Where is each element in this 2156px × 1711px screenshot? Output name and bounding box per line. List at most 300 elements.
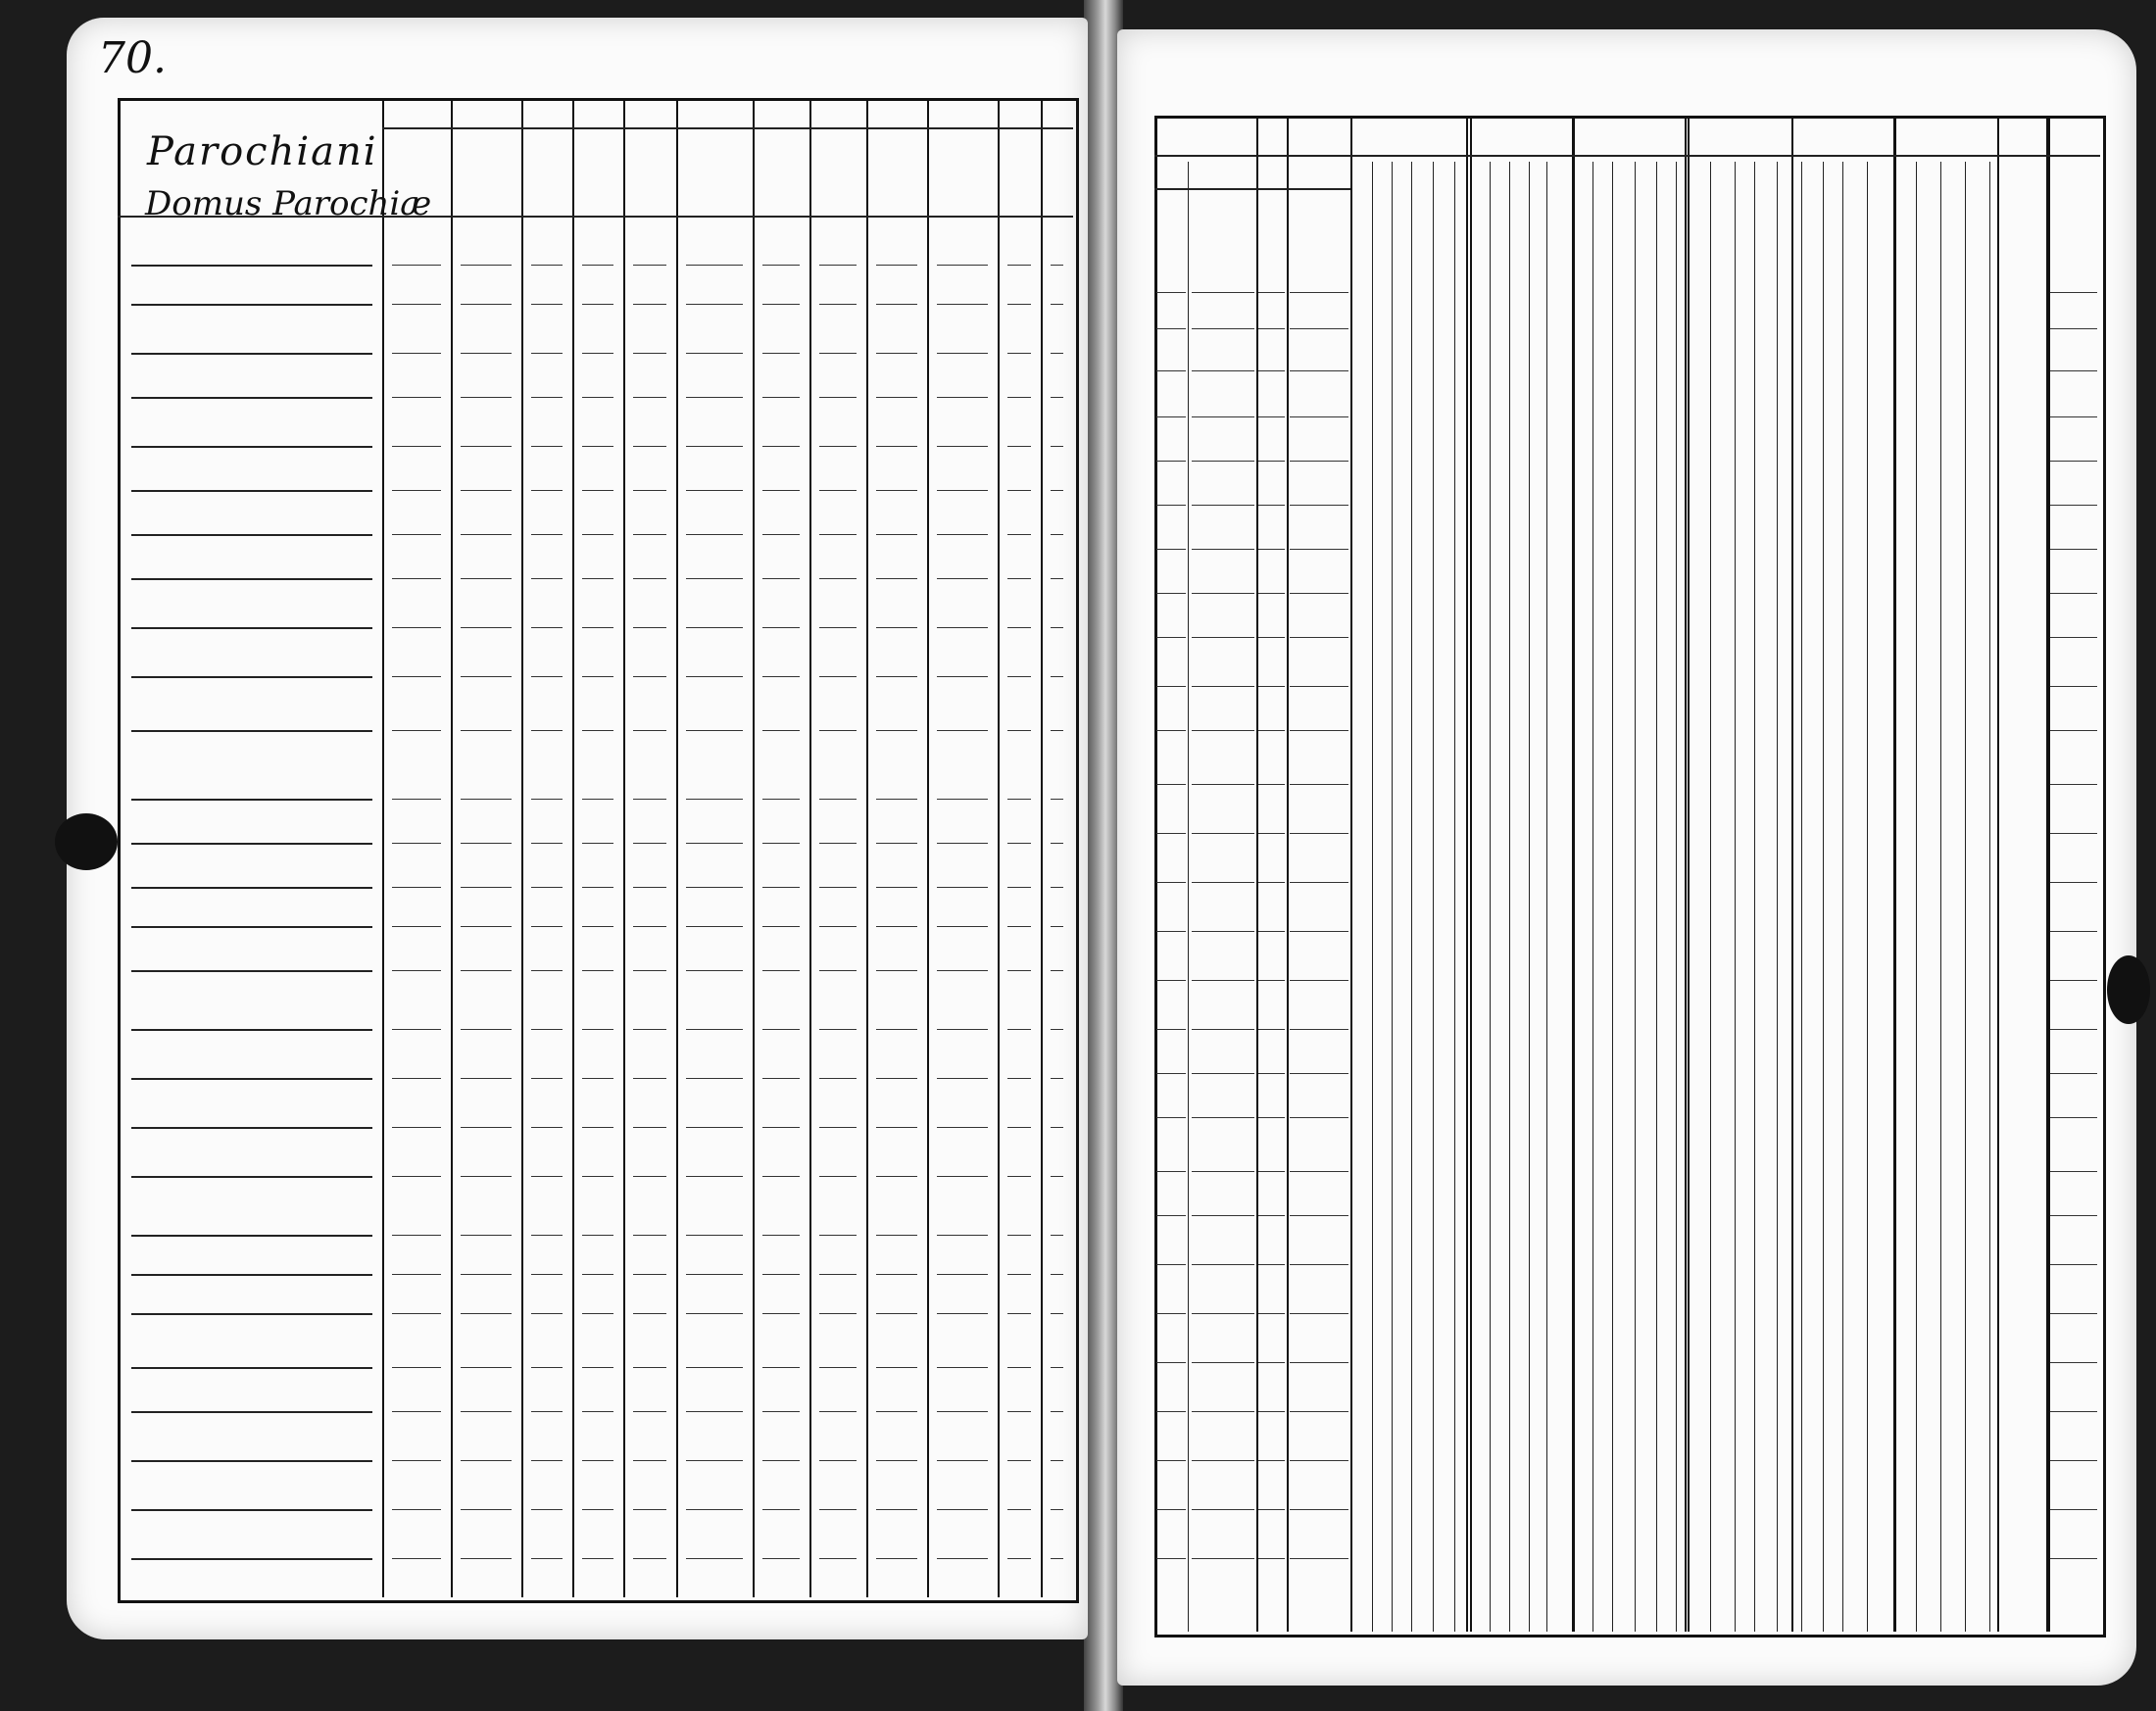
left-cell-rule [531, 446, 563, 447]
left-row-rule [131, 397, 372, 399]
right-row-rule [1156, 882, 1186, 883]
left-cell-rule [633, 887, 666, 888]
left-cell-rule [686, 887, 743, 888]
right-col-divider [1372, 162, 1373, 1632]
right-row-rule [1156, 980, 1186, 981]
left-cell-rule [1007, 353, 1031, 354]
right-row-rule [1156, 593, 1186, 594]
left-cell-rule [762, 1078, 800, 1079]
left-cell-rule [1007, 446, 1031, 447]
right-row-rule [1290, 1073, 1348, 1074]
left-subheader-rule [118, 216, 1073, 218]
right-row-rule [1192, 1029, 1254, 1030]
left-cell-rule [461, 1078, 512, 1079]
left-cell-rule [582, 1460, 613, 1461]
right-row-rule [1290, 730, 1348, 731]
left-cell-rule [392, 1460, 441, 1461]
left-cell-rule [686, 1274, 743, 1275]
right-row-rule [2050, 1215, 2097, 1216]
left-cell-rule [819, 926, 857, 927]
left-cell-rule [1051, 578, 1063, 579]
left-cell-rule [392, 627, 441, 628]
left-col-divider [753, 98, 755, 1597]
left-cell-rule [819, 1460, 857, 1461]
left-cell-rule [876, 578, 917, 579]
left-col-divider [1041, 98, 1043, 1597]
left-col-divider [521, 98, 523, 1597]
left-cell-rule [762, 887, 800, 888]
left-cell-rule [876, 446, 917, 447]
right-row-rule [1258, 416, 1285, 417]
left-cell-rule [461, 1558, 512, 1559]
left-cell-rule [531, 490, 563, 491]
left-cell-rule [937, 1509, 988, 1510]
left-cell-rule [937, 799, 988, 800]
left-cell-rule [461, 1029, 512, 1030]
left-cell-rule [1051, 1274, 1063, 1275]
left-cell-rule [531, 265, 563, 266]
left-cell-rule [686, 1313, 743, 1314]
left-row-rule [131, 1078, 372, 1080]
right-row-rule [1192, 1073, 1254, 1074]
left-cell-rule [531, 1235, 563, 1236]
left-subheader-label [1047, 133, 1069, 212]
right-row-rule [1258, 1362, 1285, 1363]
right-row-rule [1290, 416, 1348, 417]
right-row-rule [1258, 1313, 1285, 1314]
left-cell-rule [876, 1367, 917, 1368]
right-row-rule [1258, 980, 1285, 981]
right-col-divider [1592, 162, 1593, 1632]
left-subheader-label [388, 133, 447, 212]
left-cell-rule [762, 843, 800, 844]
right-row-rule [1290, 549, 1348, 550]
left-cell-rule [1051, 265, 1063, 266]
left-subheader-label [457, 133, 517, 212]
left-cell-rule [876, 627, 917, 628]
right-row-rule [1258, 1460, 1285, 1461]
left-cell-rule [937, 353, 988, 354]
left-cell-rule [633, 534, 666, 535]
left-col-divider [451, 98, 453, 1597]
right-row-rule [1258, 833, 1285, 834]
left-cell-rule [531, 843, 563, 844]
left-cell-rule [876, 1029, 917, 1030]
left-cell-rule [531, 730, 563, 731]
left-cell-rule [531, 1274, 563, 1275]
right-row-rule [1290, 292, 1348, 293]
right-row-rule [1258, 1215, 1285, 1216]
left-cell-rule [1051, 887, 1063, 888]
left-cell-rule [531, 1313, 563, 1314]
right-col-divider-major [1893, 116, 1895, 1632]
left-cell-rule [819, 397, 857, 398]
right-col-divider-major [1997, 116, 1999, 1632]
left-cell-rule [461, 265, 512, 266]
left-cell-rule [762, 1558, 800, 1559]
left-cell-rule [392, 534, 441, 535]
left-cell-rule [531, 397, 563, 398]
left-cell-rule [633, 1078, 666, 1079]
left-cell-rule [819, 970, 857, 971]
left-cell-rule [582, 1509, 613, 1510]
right-col-divider [1490, 162, 1491, 1632]
left-row-rule [131, 926, 372, 928]
right-col-divider [1612, 162, 1613, 1632]
right-row-rule [2050, 370, 2097, 371]
left-cell-rule [461, 304, 512, 305]
right-row-rule [1192, 637, 1254, 638]
left-cell-rule [762, 799, 800, 800]
left-cell-rule [686, 304, 743, 305]
left-cell-rule [1007, 676, 1031, 677]
left-cell-rule [1051, 1029, 1063, 1030]
left-subheader-label [872, 133, 923, 212]
left-row-rule [131, 799, 372, 801]
left-cell-rule [582, 265, 613, 266]
left-cell-rule [1007, 397, 1031, 398]
left-cell-rule [876, 1235, 917, 1236]
left-cell-rule [686, 627, 743, 628]
right-row-rule [1156, 505, 1186, 506]
left-cell-rule [762, 1274, 800, 1275]
left-cell-rule [762, 1313, 800, 1314]
left-cell-rule [1007, 1313, 1031, 1314]
left-row-rule [131, 1411, 372, 1413]
right-col-divider [1940, 162, 1941, 1632]
left-cell-rule [1007, 1460, 1031, 1461]
left-cell-rule [633, 1509, 666, 1510]
left-cell-rule [762, 490, 800, 491]
left-cell-rule [819, 1313, 857, 1314]
right-row-rule [1192, 882, 1254, 883]
right-row-rule [2050, 1313, 2097, 1314]
left-subheader-label [759, 133, 806, 212]
left-cell-rule [1007, 627, 1031, 628]
right-row-rule [1290, 505, 1348, 506]
left-cell-rule [461, 1509, 512, 1510]
left-row-rule [131, 265, 372, 267]
right-row-rule [2050, 686, 2097, 687]
left-row-rule [131, 887, 372, 889]
left-cell-rule [876, 730, 917, 731]
left-cell-rule [633, 1367, 666, 1368]
right-row-rule [1192, 1509, 1254, 1510]
left-row-rule [131, 578, 372, 580]
left-cell-rule [461, 397, 512, 398]
right-row-rule [2050, 328, 2097, 329]
left-row-rule [131, 534, 372, 536]
left-cell-rule [582, 1558, 613, 1559]
left-cell-rule [582, 730, 613, 731]
right-row-rule [2050, 461, 2097, 462]
left-cell-rule [819, 1078, 857, 1079]
right-row-rule [1156, 637, 1186, 638]
left-row-rule [131, 1029, 372, 1031]
left-cell-rule [633, 1274, 666, 1275]
left-cell-rule [392, 1235, 441, 1236]
left-cell-rule [762, 970, 800, 971]
left-cell-rule [876, 1176, 917, 1177]
left-cell-rule [876, 1078, 917, 1079]
right-row-rule [1156, 549, 1186, 550]
right-col-divider [1433, 162, 1434, 1632]
right-col-divider [1676, 162, 1677, 1632]
left-cell-rule [1007, 730, 1031, 731]
right-row-rule [1156, 1411, 1186, 1412]
left-cell-rule [461, 730, 512, 731]
left-row-rule [131, 1367, 372, 1369]
left-cell-rule [762, 1460, 800, 1461]
left-cell-rule [686, 1367, 743, 1368]
left-cell-rule [819, 1029, 857, 1030]
left-col-divider [927, 98, 929, 1597]
left-row-rule [131, 353, 372, 355]
right-row-rule [1290, 980, 1348, 981]
left-cell-rule [531, 1509, 563, 1510]
right-col-divider [1470, 116, 1472, 1632]
left-cell-rule [531, 676, 563, 677]
left-cell-rule [686, 578, 743, 579]
left-cell-rule [531, 534, 563, 535]
right-row-rule [1258, 1411, 1285, 1412]
left-cell-rule [392, 926, 441, 927]
left-cell-rule [531, 1367, 563, 1368]
left-cell-rule [762, 534, 800, 535]
left-cell-rule [1051, 1558, 1063, 1559]
left-cell-rule [392, 1078, 441, 1079]
left-cell-rule [819, 799, 857, 800]
left-col-divider [809, 98, 811, 1597]
left-cell-rule [633, 1558, 666, 1559]
left-subheader-label [1004, 133, 1037, 212]
left-cell-rule [876, 534, 917, 535]
left-cell-rule [633, 970, 666, 971]
right-row-rule [1156, 1171, 1186, 1172]
left-cell-rule [762, 397, 800, 398]
left-cell-rule [1051, 1367, 1063, 1368]
left-cell-rule [1007, 926, 1031, 927]
right-row-rule [2050, 1460, 2097, 1461]
right-row-rule [1290, 461, 1348, 462]
right-row-rule [2050, 980, 2097, 981]
right-row-rule [2050, 1509, 2097, 1510]
left-cell-rule [392, 1367, 441, 1368]
left-row-rule [131, 1313, 372, 1315]
left-cell-rule [392, 1558, 441, 1559]
left-cell-rule [819, 1367, 857, 1368]
left-cell-rule [461, 843, 512, 844]
left-cell-rule [937, 1176, 988, 1177]
left-cell-rule [937, 970, 988, 971]
left-cell-rule [531, 578, 563, 579]
left-cell-rule [1051, 1176, 1063, 1177]
right-row-rule [1156, 1215, 1186, 1216]
right-row-rule [1192, 549, 1254, 550]
left-cell-rule [392, 353, 441, 354]
left-col-divider [998, 98, 1000, 1597]
left-cell-rule [1051, 1127, 1063, 1128]
left-cell-rule [819, 304, 857, 305]
right-row-rule [1156, 1460, 1186, 1461]
right-col-divider [1801, 162, 1802, 1632]
left-cell-rule [1007, 534, 1031, 535]
left-cell-rule [392, 1274, 441, 1275]
right-row-rule [1258, 1117, 1285, 1118]
left-cell-rule [1051, 1509, 1063, 1510]
right-row-rule [1258, 882, 1285, 883]
left-cell-rule [633, 926, 666, 927]
left-cell-rule [686, 676, 743, 677]
left-cell-rule [461, 1460, 512, 1461]
right-row-rule [1258, 461, 1285, 462]
left-cell-rule [876, 490, 917, 491]
left-cell-rule [819, 887, 857, 888]
left-cell-rule [819, 1558, 857, 1559]
left-cell-rule [937, 1274, 988, 1275]
right-row-rule [2050, 1029, 2097, 1030]
left-cell-rule [937, 1029, 988, 1030]
left-cell-rule [461, 676, 512, 677]
right-row-rule [1192, 1215, 1254, 1216]
left-cell-rule [876, 1509, 917, 1510]
right-row-rule [1258, 1264, 1285, 1265]
left-cell-rule [392, 490, 441, 491]
left-cell-rule [531, 970, 563, 971]
left-cell-rule [819, 676, 857, 677]
left-cell-rule [461, 1235, 512, 1236]
left-cell-rule [1007, 1127, 1031, 1128]
left-cell-rule [686, 1029, 743, 1030]
left-cell-rule [582, 490, 613, 491]
right-row-rule [1290, 1029, 1348, 1030]
right-row-rule [1258, 686, 1285, 687]
left-cell-rule [686, 970, 743, 971]
left-row-rule [131, 843, 372, 845]
right-row-rule [1290, 882, 1348, 883]
right-row-rule [1290, 833, 1348, 834]
left-cell-rule [876, 1558, 917, 1559]
left-subheader-label [578, 133, 619, 212]
left-cell-rule [762, 1029, 800, 1030]
left-cell-rule [582, 1029, 613, 1030]
left-cell-rule [686, 446, 743, 447]
right-row-rule [1258, 931, 1285, 932]
left-cell-rule [819, 1274, 857, 1275]
left-cell-rule [876, 887, 917, 888]
left-cell-rule [1007, 1509, 1031, 1510]
right-col-divider [1916, 162, 1917, 1632]
left-cell-rule [582, 887, 613, 888]
left-cell-rule [531, 887, 563, 888]
left-cell-rule [392, 843, 441, 844]
left-cell-rule [392, 970, 441, 971]
right-col-divider [1392, 162, 1393, 1632]
left-cell-rule [686, 534, 743, 535]
left-cell-rule [762, 1367, 800, 1368]
right-row-rule [2050, 637, 2097, 638]
left-cell-rule [582, 1313, 613, 1314]
left-cell-rule [582, 1274, 613, 1275]
right-row-rule [1156, 730, 1186, 731]
right-col-divider [1710, 162, 1711, 1632]
right-row-rule [1192, 370, 1254, 371]
right-row-rule [2050, 1117, 2097, 1118]
right-row-rule [1258, 637, 1285, 638]
right-row-rule [1290, 931, 1348, 932]
left-cell-rule [686, 397, 743, 398]
left-cell-rule [762, 627, 800, 628]
left-cell-rule [392, 676, 441, 677]
left-cell-rule [582, 534, 613, 535]
right-row-rule [1192, 1171, 1254, 1172]
right-row-rule [2050, 784, 2097, 785]
left-cell-rule [762, 676, 800, 677]
left-cell-rule [937, 730, 988, 731]
left-cell-rule [1007, 1176, 1031, 1177]
left-cell-rule [876, 676, 917, 677]
right-row-rule [1258, 549, 1285, 550]
left-row-rule [131, 1558, 372, 1560]
left-cell-rule [461, 534, 512, 535]
right-col-divider [1411, 162, 1412, 1632]
left-ledger-table [118, 98, 1079, 1603]
right-col-divider-major [2048, 116, 2050, 1632]
left-cell-rule [819, 1176, 857, 1177]
left-cell-rule [582, 627, 613, 628]
left-cell-rule [1051, 970, 1063, 971]
right-row-rule [1192, 686, 1254, 687]
left-cell-rule [633, 1235, 666, 1236]
right-row-rule [1156, 833, 1186, 834]
left-cell-rule [531, 1029, 563, 1030]
left-col-divider [382, 98, 384, 1597]
binding-clasp-right [2107, 955, 2150, 1024]
right-row-rule [1156, 1509, 1186, 1510]
left-cell-rule [1051, 397, 1063, 398]
right-row-rule [1192, 416, 1254, 417]
left-cell-rule [762, 1235, 800, 1236]
right-row-rule [2050, 1171, 2097, 1172]
left-cell-rule [582, 1127, 613, 1128]
right-row-rule [1258, 784, 1285, 785]
left-cell-rule [876, 1460, 917, 1461]
right-col-divider [1188, 162, 1189, 1632]
left-cell-rule [686, 1460, 743, 1461]
left-cell-rule [686, 1411, 743, 1412]
left-cell-rule [937, 843, 988, 844]
left-cell-rule [392, 1411, 441, 1412]
left-cell-rule [937, 1367, 988, 1368]
left-cell-rule [392, 397, 441, 398]
left-cell-rule [1007, 304, 1031, 305]
right-row-rule [1290, 784, 1348, 785]
left-cell-rule [392, 578, 441, 579]
left-cell-rule [1007, 265, 1031, 266]
left-cell-rule [531, 627, 563, 628]
left-cell-rule [461, 887, 512, 888]
left-cell-rule [633, 1127, 666, 1128]
right-row-rule [1258, 1558, 1285, 1559]
left-cell-rule [461, 970, 512, 971]
right-col-divider-major [1256, 116, 1258, 1632]
left-cell-rule [1007, 578, 1031, 579]
left-cell-rule [461, 926, 512, 927]
right-row-rule [1290, 686, 1348, 687]
right-row-rule [1192, 730, 1254, 731]
left-cell-rule [819, 490, 857, 491]
left-cell-rule [686, 730, 743, 731]
